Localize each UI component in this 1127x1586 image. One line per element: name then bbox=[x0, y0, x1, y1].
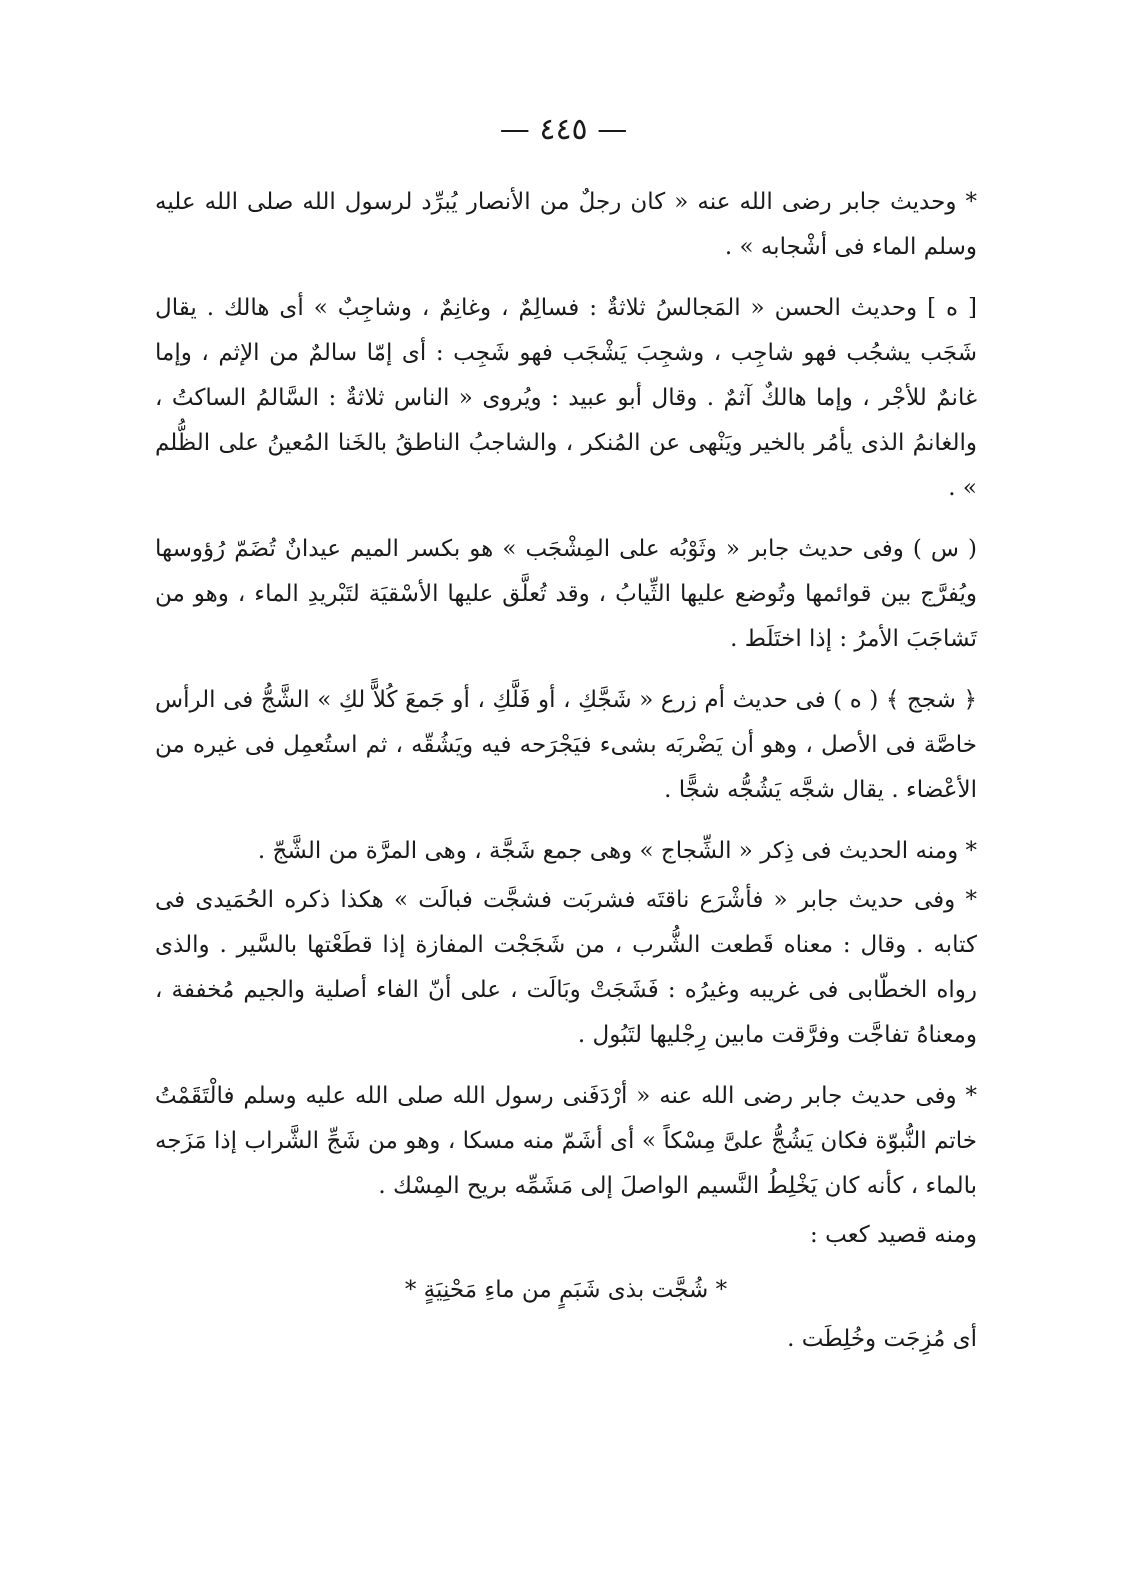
closing-line: أى مُزِجَت وخُلِطَت . bbox=[787, 1326, 977, 1352]
paragraph-jabir-misk: * وفى حديث جابر رضى الله عنه « أرْدَفَنى رسول الله صلى الله عليه وسلم فالْتَقَمْتُ خاتم النُّبوّة فكان يَشُجُّ علىَّ مِسْكاً » أى أشَمّ منه مسكا ، وهو من شَجِّ الشَّراب إذا مَزَجه بالماء ، كأنه كان يَخْلِطُ النَّسيم الواصلَ إلى مَشَمِّه بريح المِسْك . bbox=[155, 1083, 977, 1199]
paragraph-jabir-naqa: * وفى حديث جابر « فأشْرَع ناقتَه فشربَت فشجَّت فبالَت » هكذا ذكره الحُمَيدى فى كتابه . وقال : معناه قَطعت الشُّرب ، من شَجَجْت المفازة إذا قطَعْتها بالسَّير . والذى رواه الخطّابى فى غريبه وغيرُه : فَشَجَتْ وبَالَت ، على أنّ الفاء أصلية والجيم مُخففة ، ومعناهُ تفاجَّت وفرَّقت مابين رِجْليها لتَبُول . bbox=[155, 887, 977, 1048]
verse-line: * شُجَّت بذى شَبَمٍ من ماءِ مَحْنِيَةٍ * bbox=[404, 1277, 728, 1303]
paragraph-shijaj: * ومنه الحديث فى ذِكر « الشِّجاج » وهى جمع شَجَّة ، وهى المرَّة من الشَّجّ . bbox=[257, 838, 977, 864]
page-number: — ٤٤٥ — bbox=[499, 112, 628, 147]
paragraph-entry-shajj: ﴿ شجج ﴾ ( ه ) فى حديث أم زرع « شَجَّكِ ، أو فَلَّكِ ، أو جَمعَ كُلاًّ لكِ » الشَّجُّ فى الرأس خاصَّة فى الأصل ، وهو أن يَضْربَه بشىء فيَجْرَحه فيه ويَشُقّه ، ثم استُعمِل فى غيره من الأعْضاء . يقال شجَّه يَشُجُّه شجًّا . bbox=[155, 687, 977, 803]
page-body bbox=[155, 180, 977, 1362]
paragraph-mishjab: ( س ) وفى حديث جابر « وثَوْبُه على المِشْجَب » هو بكسر الميم عيدانٌ تُضَمّ رُؤوسها ويُفرَّج بين قوائمها وتُوضع عليها الثِّيابُ ، وقد تُعلَّق عليها الأسْقيَة لتَبْريدِ الماء ، وهو من تَشاجَبَ الأمرُ : إذا اختَلَط . bbox=[155, 536, 977, 652]
paragraph-jabir-tabrid: * وحديث جابر رضى الله عنه « كان رجلٌ من الأنصار يُبرِّد لرسول الله صلى الله عليه وسلم الماء فى أشْجابه » . bbox=[155, 189, 977, 260]
paragraph-hasan-majalis: [ ه ] وحديث الحسن « المَجالسُ ثلاثةٌ : فسالِمٌ ، وغانِمٌ ، وشاجِبٌ » أى هالك . يقال شَجَب يشجُب فهو شاجِب ، وشجِبَ يَشْجَب فهو شَجِب : أى إمّا سالمٌ من الإثم ، وإما غانمٌ للأجْر ، وإما هالكٌ آثمٌ . وقال أبو عبيد : ويُروى « الناس ثلاثةٌ : السَّالمُ الساكتُ ، والغانمُ الذى يأمُر بالخير ويَنْهى عن المُنكر ، والشاجبُ الناطقُ بالخَنا المُعينُ على الظُّلم » . bbox=[155, 295, 977, 501]
paragraph-kaab-intro: ومنه قصيد كعب : bbox=[810, 1222, 977, 1248]
